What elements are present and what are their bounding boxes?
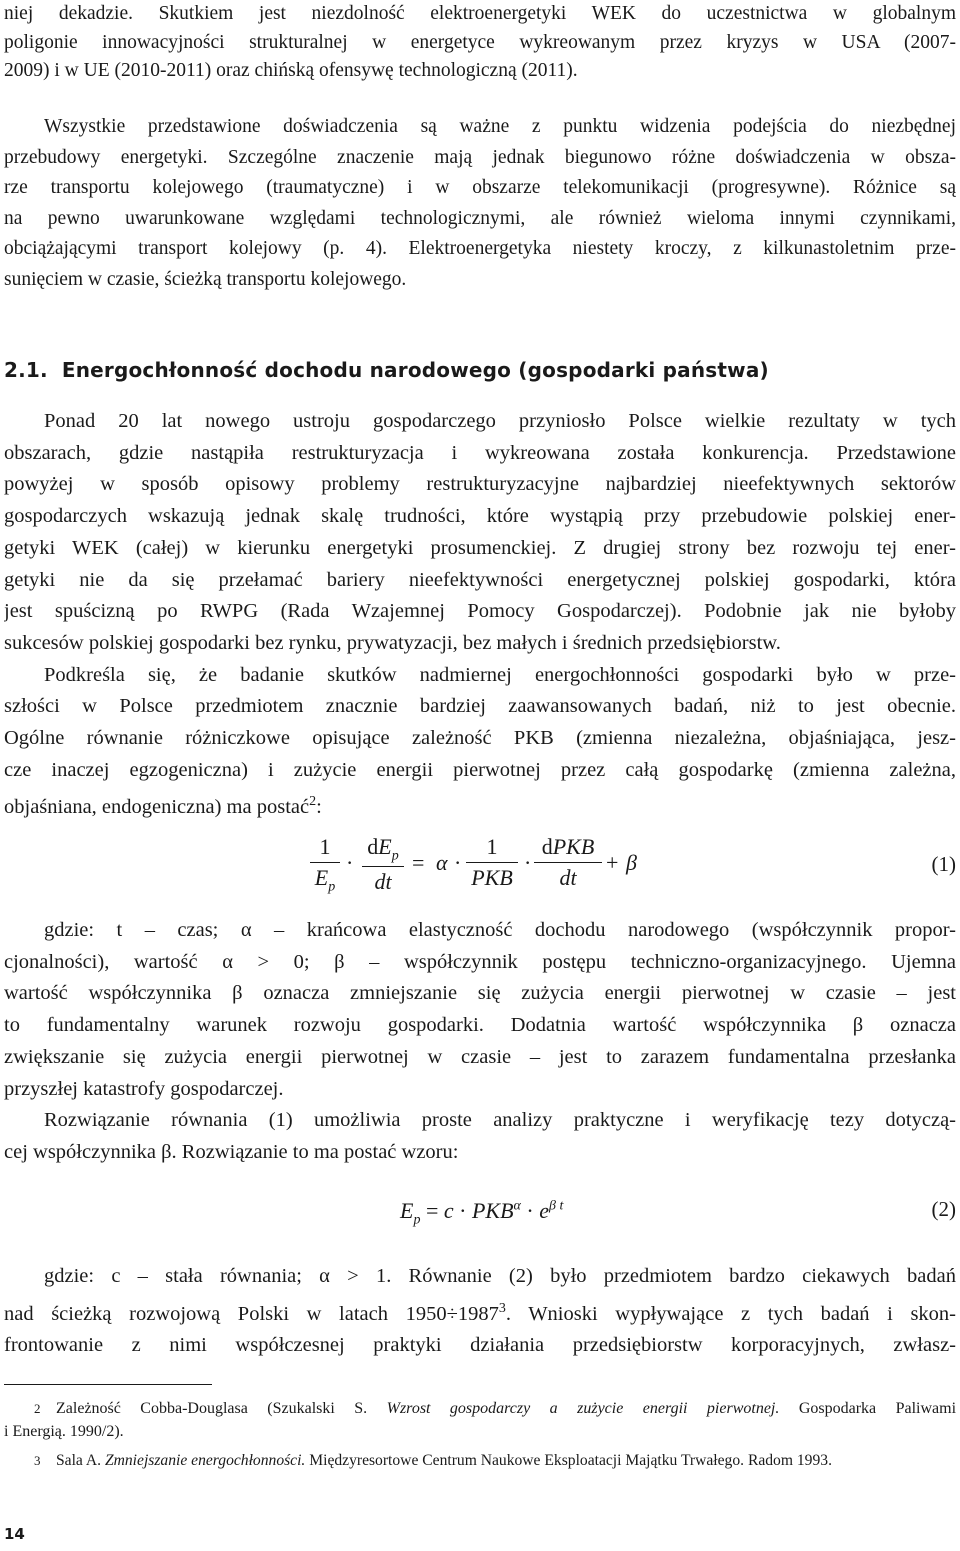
dot-operator: · bbox=[526, 1198, 534, 1223]
text-line: na pewno uwarunkowane względami technologicznymi, ale również wieloma innymi czynnikami, bbox=[4, 207, 956, 229]
footnote-ref[interactable]: 2 bbox=[309, 794, 317, 810]
numerator bbox=[534, 834, 602, 860]
alpha-symbol bbox=[436, 850, 448, 876]
text-line: jest spuścizną po RWPG (Rada Wzajemnej Pomocy Gospodarczej). Podobnie jak nie byłoby bbox=[4, 600, 956, 623]
fraction-bar bbox=[310, 862, 340, 863]
section-number: 2.1. bbox=[4, 358, 48, 382]
symbol-pkb: PKB bbox=[552, 834, 595, 859]
text-line: Ponad 20 lat nowego ustroju gospodarczego przyniosło Polsce wielkie rezultaty w tych bbox=[44, 410, 956, 432]
fraction-dpkb-over-dt bbox=[534, 834, 602, 891]
beta-symbol bbox=[626, 850, 637, 876]
fraction-dep-over-dt bbox=[362, 834, 404, 895]
footnote-divider bbox=[4, 1384, 212, 1385]
text-line: gdzie: t – czas; α – krańcowa elastyczność dochodu narodowego (współczynnik propor- bbox=[44, 919, 956, 941]
text-line: powyżej w sposób opisowy problemy restrukturyzacyjne najbardziej nieefektywnych sektorów bbox=[4, 473, 956, 496]
symbol-c: c bbox=[443, 1198, 454, 1223]
symbol-pkb: PKB bbox=[471, 1198, 514, 1223]
subscript-p: p bbox=[391, 848, 399, 864]
footnote-mark: 3 bbox=[34, 1453, 41, 1468]
footnote-line bbox=[4, 1397, 956, 1420]
numerator bbox=[362, 834, 404, 864]
footnote-text: Zależność Cobba-Douglasa (Szukalski S. bbox=[56, 1400, 387, 1417]
text-line: obszarach, gdzie nastąpiła restrukturyzacja i wykreowana została konkurencja. Przedstawione bbox=[4, 441, 956, 464]
plus-sign: + bbox=[606, 850, 619, 875]
symbol-dt: dt bbox=[559, 865, 577, 890]
text-fragment: nad ścieżką rozwojową Polski w latach 1950÷1987 bbox=[4, 1302, 499, 1325]
text-line bbox=[4, 786, 956, 824]
fraction-bar bbox=[362, 866, 404, 867]
alpha-char: α bbox=[436, 850, 448, 875]
text-line: Ogólne równanie różniczkowe opisujące zależność PKB (zmienna niezależna, objaśniająca, jesz- bbox=[4, 727, 956, 750]
text-line: gospodarczych wskazują jednak skalę trudności, które wystąpią przy przebudowie polskiej ener- bbox=[4, 505, 956, 528]
paragraph-energy-intensity bbox=[4, 406, 956, 824]
denominator bbox=[362, 869, 404, 895]
symbol-dt: dt bbox=[374, 869, 392, 895]
text-line: przebudowy energetyki. Szczególne znaczenie mają jednak biegunowo różne doświadczenia w obsza- bbox=[4, 146, 956, 168]
text-line: getyki WEK (całej) w kierunku energetyki prosumenckiej. Z drugiej strony bez rozwoju tej ener- bbox=[4, 536, 956, 559]
beta-char: β bbox=[626, 850, 637, 875]
numerator: 1 bbox=[486, 834, 498, 859]
equation-number: (1) bbox=[931, 852, 956, 876]
equals-sign: = bbox=[412, 850, 425, 875]
subscript-p: p bbox=[413, 1212, 421, 1228]
footnote-text: Sala A. bbox=[56, 1452, 105, 1469]
paragraph-equation-explanation bbox=[4, 915, 956, 1169]
text-fragment: . Wnioski wypływające z tych badań i skon- bbox=[505, 1302, 956, 1325]
subscript-p: p bbox=[328, 879, 336, 895]
equals-sign: = bbox=[425, 1198, 439, 1223]
section-heading bbox=[4, 358, 769, 382]
symbol-e: E bbox=[400, 1198, 414, 1223]
text-line: Podkreśla się, że badanie skutków nadmiernej energochłonności gospodarki było w prze- bbox=[44, 663, 956, 686]
denominator bbox=[466, 865, 518, 891]
exponent-alpha: α bbox=[513, 1198, 521, 1214]
text-fragment: : bbox=[316, 796, 322, 819]
paragraph-continuation bbox=[4, 0, 956, 86]
footnote-ref[interactable]: 3 bbox=[498, 1300, 506, 1316]
text-line: gdzie: c – stała równania; α > 1. Równanie (2) było przedmiotem bardzo ciekawych badań bbox=[44, 1265, 956, 1287]
text-fragment: objaśniana, endogeniczna) ma postać bbox=[4, 796, 310, 819]
denominator bbox=[310, 865, 340, 895]
fraction-bar bbox=[534, 862, 602, 863]
footnote-2 bbox=[4, 1397, 956, 1443]
footnote-3 bbox=[4, 1449, 956, 1472]
fraction-bar bbox=[466, 862, 518, 863]
text-line: cjonalności), wartość α > 0; β – współczynnik postępu techniczno-organizacyjnego. Ujemna bbox=[4, 950, 956, 973]
text-line: Rozwiązanie równania (1) umożliwia proste analizy praktyczne i weryfikację tezy dotyczą- bbox=[44, 1109, 956, 1132]
exponent-beta-t: β t bbox=[548, 1198, 564, 1214]
text-line: getyki nie da się przełamać bariery nieefektywności energetycznej polskiej gospodarki, która bbox=[4, 568, 956, 591]
symbol-pkb: PKB bbox=[471, 865, 513, 890]
equation-number: (2) bbox=[931, 1197, 956, 1221]
text-line: rze transportu kolejowego (traumatyczne) i w obszarze telekomunikacji (progresywne). Różnice są bbox=[4, 177, 956, 198]
symbol-e: E bbox=[314, 865, 329, 890]
text-line: 2009) i w UE (2010-2011) oraz chińską ofensywę technologiczną (2011). bbox=[4, 60, 578, 81]
text-line: wartość współczynnika β oznacza zmniejszanie się zużycia energii pierwotnej w czasie – jest bbox=[4, 982, 956, 1005]
text-line: obciążającymi transport kolejowy (p. 4). Elektroenergetyka niestety kroczy, z kilkunastoletnim prze- bbox=[4, 238, 956, 259]
footnote-line: i Energią. 1990/2). bbox=[4, 1423, 124, 1440]
fraction-one-over-ep bbox=[310, 834, 340, 895]
numerator: 1 bbox=[319, 834, 331, 859]
text-line bbox=[4, 1293, 956, 1331]
fraction-one-over-pkb bbox=[466, 834, 518, 891]
footnote-title: Zmniejszanie energochłonności. bbox=[104, 1452, 306, 1469]
text-line: poligonie innowacyjności strukturalnej w energetyce wykreowanym przez kryzys w USA (2007- bbox=[4, 31, 956, 53]
text-line: sunięciem w czasie, ścieżką transportu kolejowego. bbox=[4, 268, 407, 290]
section-title: Energochłonność dochodu narodowego (gospodarki państwa) bbox=[61, 358, 769, 382]
text-line: zwiększanie się zużycia energii pierwotnej w czasie – jest to zarazem fundamentalna przesłanka bbox=[4, 1045, 956, 1068]
symbol-euler-e: e bbox=[539, 1198, 549, 1223]
page-number: 14 bbox=[4, 1525, 25, 1543]
symbol-d: d bbox=[367, 834, 379, 859]
symbol-e: E bbox=[378, 834, 392, 859]
paragraph-solution-research bbox=[4, 1261, 956, 1362]
equation-expression bbox=[400, 1198, 563, 1228]
paragraph-experiences bbox=[4, 112, 956, 295]
text-line: to fundamentalny warunek rozwoju gospodarki. Dodatnia wartość współczynnika β oznacza bbox=[4, 1014, 956, 1037]
footnote-text: Gospodarka Paliwami bbox=[779, 1400, 957, 1417]
denominator bbox=[534, 865, 602, 891]
text-line: frontowanie z nimi współczesnej praktyki działania przedsiębiorstw korporacyjnych, zwłasz- bbox=[4, 1334, 956, 1357]
dot-operator: · bbox=[454, 850, 462, 875]
text-line: cej współczynnika β. Rozwiązanie to ma postać wzoru: bbox=[4, 1140, 459, 1163]
dot-operator: · bbox=[459, 1198, 467, 1223]
footnote-text: Międzyresortowe Centrum Naukowe Eksploatacji Majątku Trwałego. Radom 1993. bbox=[305, 1452, 832, 1469]
equation-2 bbox=[0, 1192, 960, 1232]
text-line: przyszłej katastrofy gospodarczej. bbox=[4, 1077, 284, 1100]
dot-operator: · bbox=[346, 850, 354, 875]
footnote-title: Wzrost gospodarczy a zużycie energii pierwotnej. bbox=[386, 1400, 780, 1417]
text-line: Wszystkie przedstawione doświadczenia są ważne z punktu widzenia podejścia do niezbędnej bbox=[44, 116, 956, 137]
equation-1 bbox=[0, 830, 960, 904]
text-line: cze inaczej egzogeniczna) i zużycie energii pierwotnej przez całą gospodarkę (zmienna zależna, bbox=[4, 758, 956, 781]
text-line: szłości w Polsce przedmiotem znacznie bardziej zaawansowanych badań, niż to jest obecnie. bbox=[4, 695, 956, 718]
text-line: sukcesów polskiej gospodarki bez rynku, prywatyzacji, bez małych i średnich przedsiębiorstw. bbox=[4, 631, 781, 654]
dot-operator: · bbox=[524, 850, 532, 875]
symbol-d: d bbox=[541, 834, 553, 859]
text-line: niej dekadzie. Skutkiem jest niezdolność elektroenergetyki WEK do uczestnictwa w globalnym bbox=[4, 3, 956, 24]
footnote-mark: 2 bbox=[34, 1401, 41, 1416]
